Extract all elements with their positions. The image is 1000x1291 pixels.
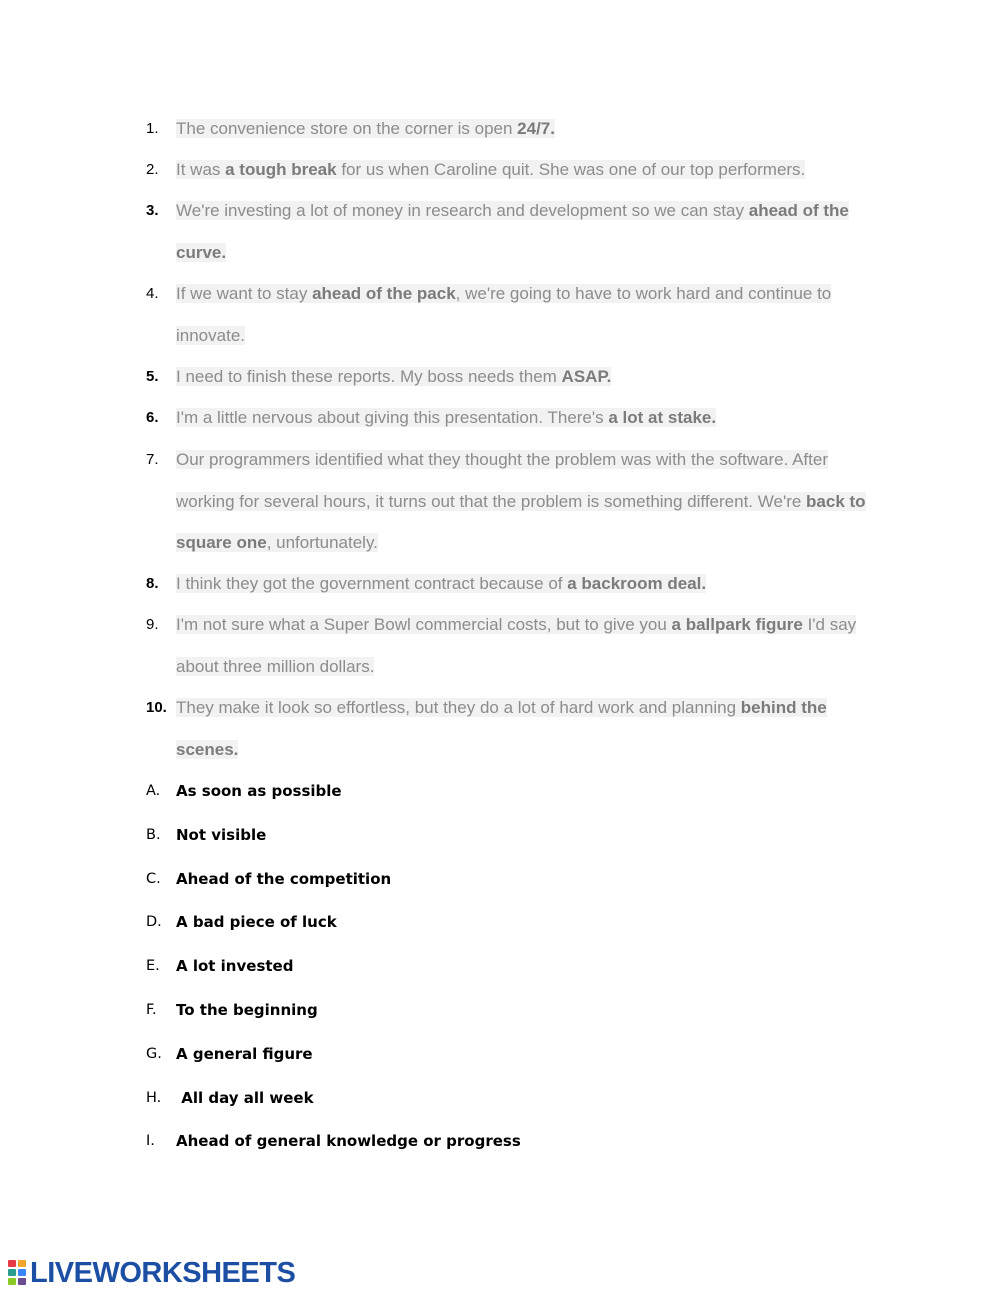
liveworksheets-logo bbox=[8, 1256, 295, 1290]
idiom-phrase: a lot at stake. bbox=[608, 408, 717, 427]
sentence-fragment: I'm not sure what a Super Bowl commercial costs, but to give you bbox=[176, 615, 672, 634]
idiom-phrase: 24/7. bbox=[517, 119, 555, 138]
sentence-text bbox=[176, 397, 876, 439]
definition-text: Ahead of general knowledge or progress bbox=[176, 1132, 521, 1151]
definition-item bbox=[146, 776, 846, 806]
definition-item bbox=[146, 995, 846, 1025]
definition-letter: C. bbox=[146, 870, 161, 887]
sentence-fragment: It was bbox=[176, 160, 226, 179]
definition-text: As soon as possible bbox=[176, 782, 342, 800]
sentence-text bbox=[176, 149, 876, 191]
idiom-phrase: ahead of the pack bbox=[312, 284, 456, 303]
definition-text: A bad piece of luck bbox=[176, 913, 337, 932]
definition-text: A general figure bbox=[176, 1044, 313, 1063]
sentence-text bbox=[176, 687, 876, 770]
logo-text: LIVEWORKSHEETS bbox=[30, 1257, 296, 1289]
sentence-fragment: Our programmers identified what they thought the problem was with the software. After working for several hours, it turns out that the problem is something different. We're bbox=[176, 450, 828, 511]
definition-item bbox=[146, 864, 846, 894]
sentence-text bbox=[176, 356, 876, 398]
sentence-fragment: The convenience store on the corner is open bbox=[176, 119, 518, 138]
sentence-number: 4. bbox=[146, 285, 159, 302]
idiom-phrase: a backroom deal. bbox=[567, 574, 707, 593]
definition-letter: D. bbox=[146, 914, 162, 931]
idiom-phrase: behind the scenes. bbox=[176, 698, 827, 759]
sentence-fragment: If we want to stay bbox=[176, 284, 313, 303]
liveworksheets-logo-icon bbox=[8, 1260, 28, 1286]
definition-item bbox=[146, 820, 846, 850]
sentence-fragment: I'm a little nervous about giving this presentation. There's bbox=[176, 408, 609, 427]
sentence-text bbox=[176, 604, 876, 687]
idiom-phrase: ahead of the curve. bbox=[176, 201, 849, 262]
sentence-fragment: We're investing a lot of money in research and development so we can stay bbox=[176, 201, 749, 220]
idiom-phrase: a ballpark figure bbox=[671, 615, 803, 634]
sentence-number: 1. bbox=[146, 120, 159, 137]
sentence-number: 7. bbox=[146, 451, 159, 468]
sentence-text bbox=[176, 190, 876, 273]
sentence-fragment: I need to finish these reports. My boss needs them bbox=[176, 367, 562, 386]
definition-letter: G. bbox=[146, 1045, 162, 1062]
idiom-phrase: a tough break bbox=[225, 160, 337, 179]
sentence-fragment: , we're going to have to work hard and continue to innovate. bbox=[176, 284, 832, 345]
sentence-number: 9. bbox=[146, 616, 159, 633]
sentence-text bbox=[176, 563, 876, 605]
definition-text: Ahead of the competition bbox=[176, 869, 392, 888]
definition-text: A lot invested bbox=[176, 957, 294, 976]
definition-text: To the beginning bbox=[176, 1001, 318, 1019]
definition-letter: F. bbox=[146, 1002, 157, 1018]
definition-item bbox=[146, 1083, 846, 1113]
sentence-number: 8. bbox=[146, 575, 159, 592]
sentence-number: 10. bbox=[146, 699, 167, 716]
definition-text: Not visible bbox=[176, 825, 267, 844]
sentence-fragment: for us when Caroline quit. She was one of our top performers. bbox=[336, 160, 806, 179]
sentence-text bbox=[176, 273, 876, 356]
sentence-number: 5. bbox=[146, 368, 159, 385]
sentence-fragment: I'd say about three million dollars. bbox=[176, 615, 857, 676]
sentence-number: 2. bbox=[146, 161, 159, 178]
sentence-fragment: I think they got the government contract because of bbox=[176, 574, 568, 593]
sentence-number: 3. bbox=[146, 202, 159, 219]
sentence-number: 6. bbox=[146, 409, 159, 426]
definition-letter: B. bbox=[146, 826, 161, 843]
definition-item bbox=[146, 1039, 846, 1069]
definition-letter: H. bbox=[146, 1089, 162, 1106]
sentence-fragment: They make it look so effortless, but they do a lot of hard work and planning bbox=[176, 698, 741, 717]
definition-letter: E. bbox=[146, 958, 160, 975]
idiom-phrase: ASAP. bbox=[561, 367, 612, 386]
idiom-phrase: back to square one bbox=[176, 491, 866, 552]
definition-item bbox=[146, 907, 846, 937]
definition-text: All day all week bbox=[176, 1088, 314, 1107]
definition-item bbox=[146, 951, 846, 981]
sentence-text bbox=[176, 108, 876, 150]
sentence-fragment: , unfortunately. bbox=[266, 533, 378, 552]
sentence-text bbox=[176, 439, 876, 564]
definition-letter: A. bbox=[146, 783, 161, 799]
definition-letter: I. bbox=[146, 1133, 155, 1150]
definition-item bbox=[146, 1126, 846, 1156]
